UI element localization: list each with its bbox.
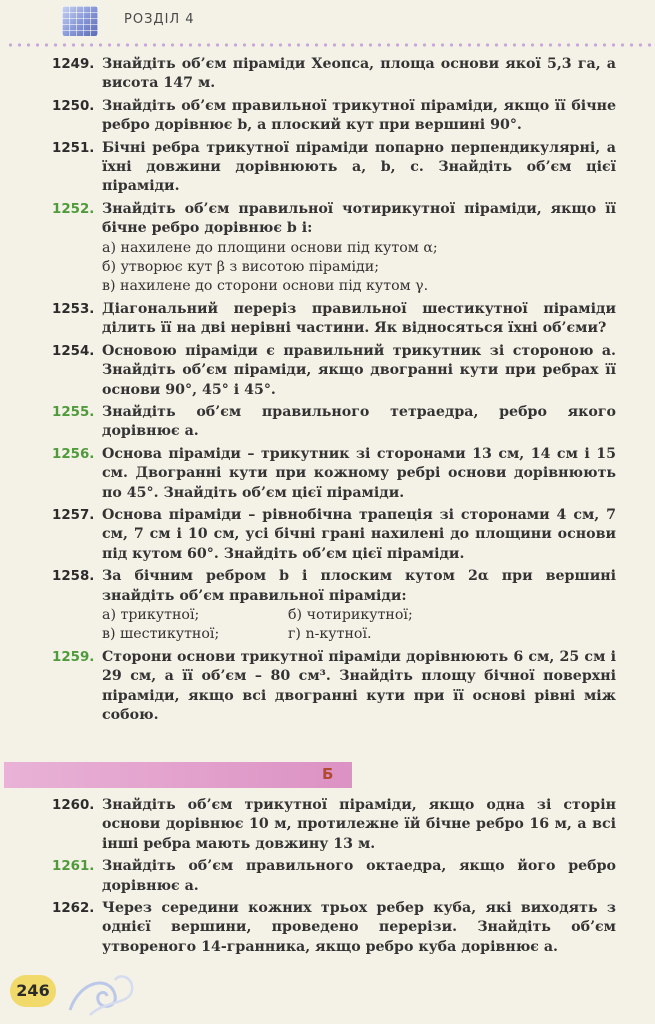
problem-1260 <box>16 796 616 854</box>
problem-text: Знайдіть об’єм трикутної піраміди, якщо одна зі сторін основи дорівнює 10 м, протилежне їй бічне ребро 16 м, а всі інші ребра мають довжину 13 м. <box>102 797 616 852</box>
problems-bottom-block <box>16 796 616 960</box>
option-b: б) чотирикутної; <box>288 606 413 623</box>
problem-1252 <box>16 200 616 297</box>
problem-1254 <box>16 342 616 400</box>
section-band <box>4 762 352 788</box>
problem-number: 1253. <box>52 301 95 317</box>
problem-text: Через середини кожних трьох ребер куба, які виходять з однієї вершини, проведено перерізи. Знайдіть об’єм утвореного 14-гранника, якщо ребро куба дорівнює a. <box>102 900 616 955</box>
problem-1253 <box>16 300 616 339</box>
problem-1255 <box>16 403 616 442</box>
option-c: в) нахилене до сторони основи під кутом γ. <box>102 278 429 295</box>
option-b: б) утворює кут β з висотою піраміди; <box>102 259 379 276</box>
problem-number: 1256. <box>52 446 95 462</box>
problem-text: Знайдіть об’єм правильної чотирикутної піраміди, якщо її бічне ребро дорівнює b і: <box>102 200 616 237</box>
problem-number: 1262. <box>52 901 95 917</box>
problem-text: Знайдіть об’єм правильної трикутної піраміди, якщо її бічне ребро дорівнює b, а плоский кут при вершині 90°. <box>102 97 616 134</box>
problem-text: За бічним ребром b і плоским кутом 2α при вершині знайдіть об’єм правильної піраміди: <box>102 568 616 604</box>
problem-1262 <box>16 899 616 957</box>
problem-1250 <box>16 97 616 136</box>
problem-number: 1258. <box>52 569 95 585</box>
problem-text: Діагональний переріз правильної шестикутної піраміди ділить її на дві нерівні частини. Як відносяться їхні об’єми? <box>102 300 616 337</box>
problem-number: 1257. <box>52 507 95 523</box>
swirl-decoration-icon <box>60 960 140 1020</box>
problem-text: Бічні ребра трикутної піраміди попарно перпендикулярні, а їхні довжини дорівнюють a, b, c. Знайдіть об’єм цієї піраміди. <box>102 139 616 195</box>
problem-1261 <box>16 857 616 896</box>
option-a: а) нахилене до площини основи під кутом α; <box>102 239 438 256</box>
chapter-title: РОЗДІЛ 4 <box>124 12 195 27</box>
problem-text: Основою піраміди є правильний трикутник зі стороною a. Знайдіть об’єм піраміди, якщо двогранні кути при ребрах її основи 90°, 45° і 45°. <box>102 342 616 398</box>
problem-1251 <box>16 139 616 197</box>
problem-number: 1251. <box>52 140 95 156</box>
problem-number: 1254. <box>52 343 95 359</box>
problem-text: Основа піраміди – трикутник зі сторонами 13 см, 14 см і 15 см. Двогранні кути при кожному ребрі основи дорівнюють по 45°. Знайдіть об’єм цієї піраміди. <box>102 445 616 501</box>
problem-number: 1249. <box>52 57 95 72</box>
problem-1258 <box>16 567 616 645</box>
problem-number: 1260. <box>52 798 95 813</box>
problem-number: 1250. <box>52 98 95 114</box>
problem-1257 <box>16 506 616 564</box>
problem-number: 1252. <box>52 201 95 217</box>
problem-number: 1261. <box>52 859 95 875</box>
problem-number: 1255. <box>52 404 95 420</box>
problems-top-block <box>16 55 616 728</box>
option-a: а) трикутної; <box>102 606 200 623</box>
problem-1256 <box>16 445 616 503</box>
cube-logo-icon <box>62 6 98 36</box>
section-letter: Б <box>322 765 334 783</box>
problem-text: Знайдіть об’єм правильного октаедра, якщо його ребро дорівнює a. <box>102 858 616 894</box>
problem-text: Знайдіть об’єм правильного тетраедра, ребро якого дорівнює a. <box>102 403 616 440</box>
problem-number: 1259. <box>52 649 95 665</box>
option-d: г) n-кутної. <box>288 626 372 643</box>
option-c: в) шестикутної; <box>102 626 220 643</box>
dotted-divider <box>6 43 651 47</box>
page-number: 246 <box>10 975 56 1007</box>
page-header <box>0 0 655 40</box>
problem-text: Знайдіть об’єм піраміди Хеопса, площа основи якої 5,3 га, а висота 147 м. <box>102 56 616 92</box>
problem-1249 <box>16 55 616 94</box>
problem-1259 <box>16 648 616 726</box>
problem-text: Сторони основи трикутної піраміди дорівнюють 6 см, 25 см і 29 см, а її об’єм – 80 см³. Знайдіть площу бічної поверхні піраміди, якщо всі двогранні кути при її основі рівні між собою. <box>102 648 616 723</box>
problem-text: Основа піраміди – рівнобічна трапеція зі сторонами 4 см, 7 см, 7 см і 10 см, усі бічні грані нахилені до площини основи під кутом 60°. Знайдіть об’єм цієї піраміди. <box>102 506 616 562</box>
